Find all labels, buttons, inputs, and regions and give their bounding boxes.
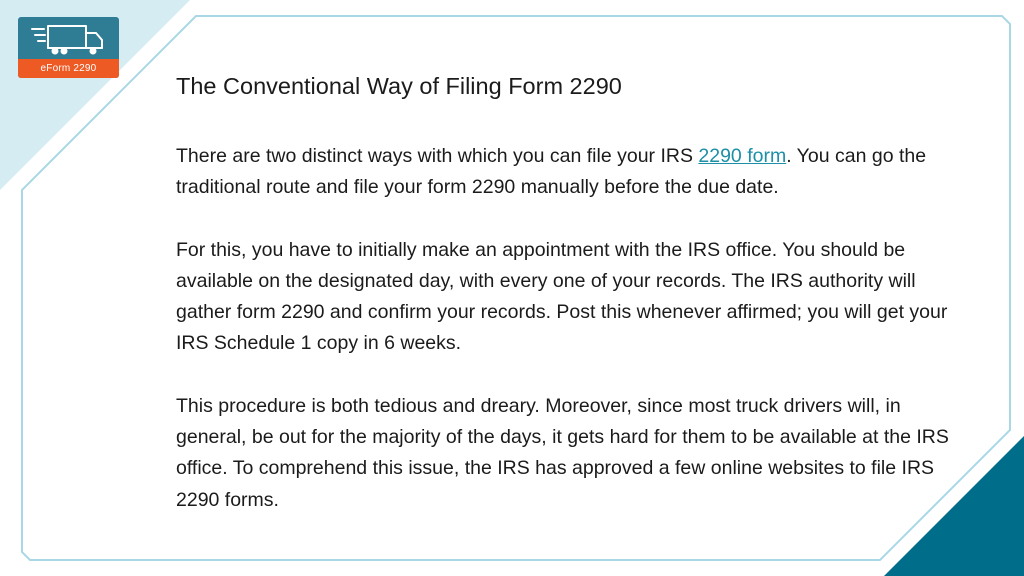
logo-label: eForm 2290: [18, 59, 119, 78]
paragraph-tedious-procedure: This procedure is both tedious and dreary. Moreover, since most truck drivers will, in general, be out for the majority of the days, it gets hard for them to be available at the IRS office. To comprehend this issue, the IRS has approved a few online websites to file IRS 2290 forms.: [176, 394, 949, 511]
paragraph-1-text-end: . You can go the traditional route and file your form 2290 manually before the due date.: [176, 145, 927, 199]
paragraph-appointment: For this, you have to initially make an appointment with the IRS office. You should be available on the designated day, with every one of your records. The IRS authority will gather form 2290 and confirm your records. Post this whenever affirmed; you will get your IRS Schedule 1 copy in 6 weeks.: [176, 238, 948, 355]
paragraph-1-text-start: There are two distinct ways with which you can file your IRS: [176, 145, 699, 167]
slide-content: [176, 68, 976, 516]
2290-form-link[interactable]: 2290 form: [698, 145, 787, 167]
paragraph-filing-ways: [176, 141, 976, 204]
eform-2290-logo[interactable]: [18, 17, 119, 78]
page-title: The Conventional Way of Filing Form 2290: [176, 73, 622, 99]
truck-icon: [30, 23, 108, 59]
